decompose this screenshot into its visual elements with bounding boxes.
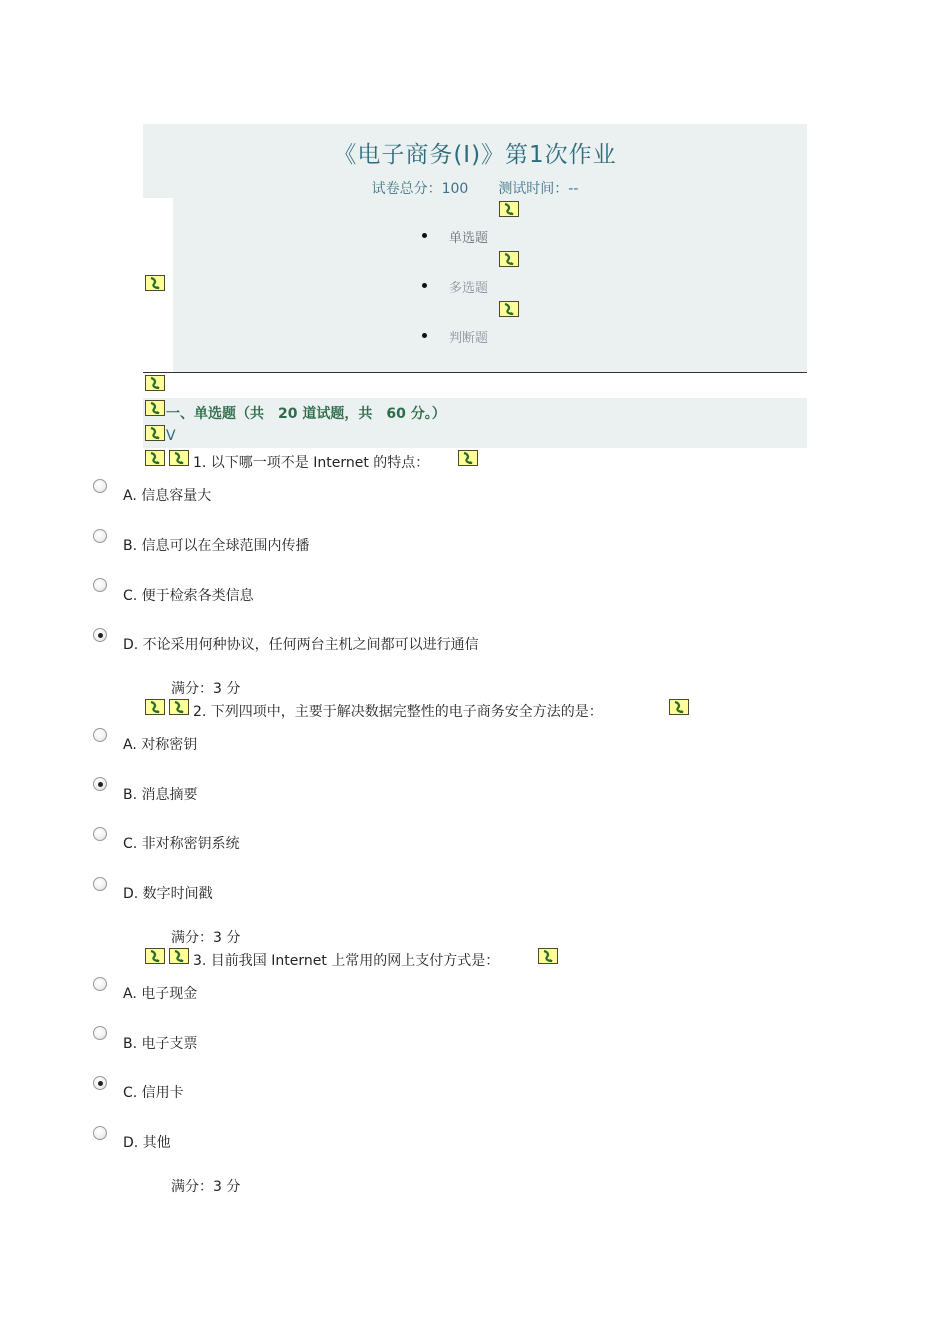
q3-score: 满分：3 分 [171, 1179, 241, 1195]
q1-score: 满分：3 分 [171, 681, 241, 697]
broken-image-icon [499, 251, 519, 267]
broken-image-icon [145, 450, 165, 466]
broken-image-icon [458, 450, 478, 466]
q1-option-d[interactable]: D. 不论采用何种协议，任何两台主机之间都可以进行通信 [123, 637, 479, 653]
broken-image-icon [538, 948, 558, 964]
radio-icon[interactable] [93, 877, 107, 891]
radio-icon[interactable] [93, 728, 107, 742]
radio-icon[interactable] [93, 1126, 107, 1140]
radio-icon[interactable] [93, 827, 107, 841]
broken-image-icon [145, 699, 165, 715]
radio-icon[interactable] [93, 529, 107, 543]
q3-option-c[interactable]: C. 信用卡 [123, 1085, 184, 1101]
question-2-text: 2. 下列四项中，主要于解决数据完整性的电子商务安全方法的是： [193, 704, 603, 720]
section-marker: V [166, 428, 176, 444]
q1-option-a[interactable]: A. 信息容量大 [123, 488, 212, 504]
broken-image-icon [145, 275, 165, 291]
test-time-label: 测试时间：-- [498, 181, 579, 197]
q3-option-b[interactable]: B. 电子支票 [123, 1036, 198, 1052]
q2-option-a[interactable]: A. 对称密钥 [123, 737, 198, 753]
q2-option-c[interactable]: C. 非对称密钥系统 [123, 836, 240, 852]
bullet-icon [422, 233, 427, 238]
q1-option-b[interactable]: B. 信息可以在全球范围内传播 [123, 538, 310, 554]
section-title: 一、单选题（共 20 道试题，共 60 分。） [166, 406, 446, 422]
q2-option-d[interactable]: D. 数字时间戳 [123, 886, 213, 902]
broken-image-icon [145, 425, 165, 441]
bullet-icon [422, 333, 427, 338]
broken-image-icon [169, 699, 189, 715]
bullet-icon [422, 283, 427, 288]
q2-score: 满分：3 分 [171, 930, 241, 946]
radio-icon[interactable] [93, 777, 107, 791]
q1-option-c[interactable]: C. 便于检索各类信息 [123, 588, 254, 604]
radio-icon[interactable] [93, 1076, 107, 1090]
question-3-text: 3. 目前我国 Internet 上常用的网上支付方式是： [193, 953, 500, 969]
broken-image-icon [145, 375, 165, 391]
toc-panel [173, 198, 807, 372]
page-title: 《电子商务(I)》第1次作业 [333, 142, 617, 168]
radio-icon[interactable] [93, 977, 107, 991]
broken-image-icon [499, 201, 519, 217]
broken-image-icon [145, 948, 165, 964]
total-score-label: 试卷总分：100 [371, 181, 469, 197]
exam-meta [143, 178, 807, 198]
broken-image-icon [669, 699, 689, 715]
radio-icon[interactable] [93, 479, 107, 493]
q2-option-b[interactable]: B. 消息摘要 [123, 787, 198, 803]
broken-image-icon [169, 948, 189, 964]
radio-icon[interactable] [93, 628, 107, 642]
broken-image-icon [169, 450, 189, 466]
toc-item-single[interactable]: 单选题 [449, 231, 489, 246]
q3-option-d[interactable]: D. 其他 [123, 1135, 171, 1151]
question-1-text: 1. 以下哪一项不是 Internet 的特点： [193, 455, 430, 471]
q3-option-a[interactable]: A. 电子现金 [123, 986, 198, 1002]
broken-image-icon [499, 301, 519, 317]
divider [143, 372, 807, 373]
toc-item-truefalse[interactable]: 判断题 [449, 331, 489, 346]
radio-icon[interactable] [93, 578, 107, 592]
toc-item-multiple[interactable]: 多选题 [449, 281, 489, 296]
broken-image-icon [145, 400, 165, 416]
radio-icon[interactable] [93, 1026, 107, 1040]
